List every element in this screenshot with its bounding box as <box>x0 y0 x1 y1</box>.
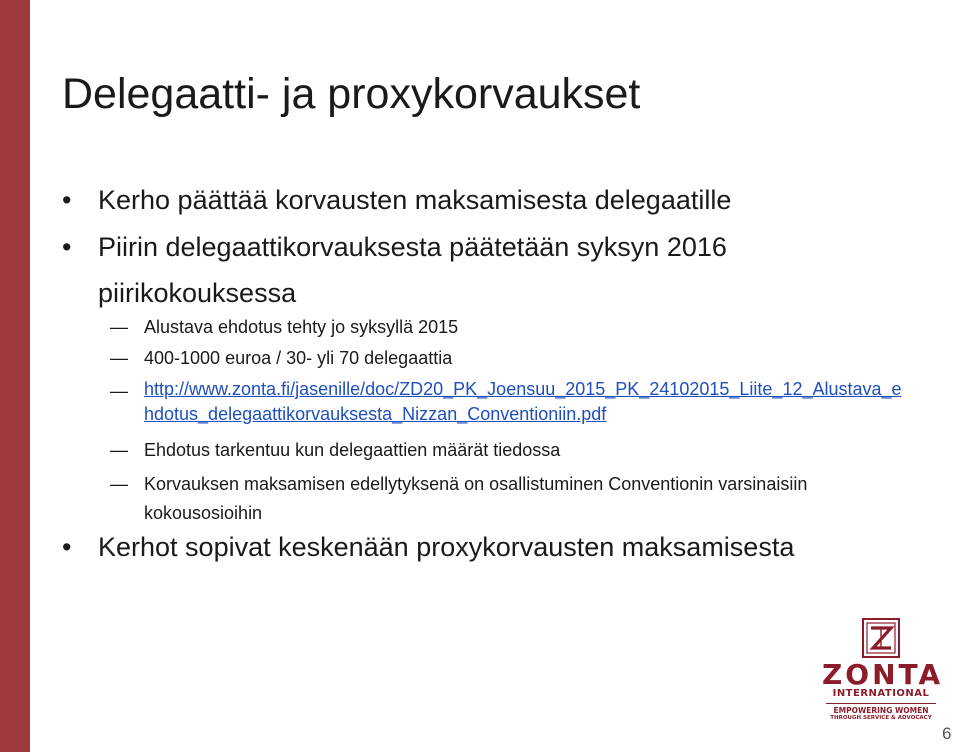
logo-name: ZONTA <box>822 658 944 691</box>
logo-divider <box>826 703 936 704</box>
sub-item <box>110 313 914 342</box>
sub-item <box>110 436 914 465</box>
logo-subtitle: INTERNATIONAL <box>832 688 930 699</box>
sub-item-text: Korvauksen maksamisen edellytyksenä on osallistuminen Conventionin varsinaisiin kokousosioihin <box>144 474 808 523</box>
dash-icon: — <box>110 381 128 401</box>
bullet-item <box>62 224 818 316</box>
sub-item <box>110 344 914 373</box>
bullet-dot-icon: • <box>62 532 72 562</box>
dash-icon: — <box>110 317 128 337</box>
zonta-emblem-icon <box>862 618 900 658</box>
sub-item <box>110 470 896 528</box>
bullet-text: Kerhot sopivat keskenään proxykorvausten maksamisesta <box>98 532 795 562</box>
page-number: 6 <box>942 724 952 743</box>
sub-item <box>110 377 906 427</box>
bullet-dot-icon: • <box>62 185 72 215</box>
bullet-item <box>62 177 898 223</box>
bullet-dot-icon: • <box>62 232 72 262</box>
bullet-text: Piirin delegaattikorvauksesta päätetään syksyn 2016 piirikokouksessa <box>98 232 727 308</box>
dash-icon: — <box>110 440 128 460</box>
bullet-text: Kerho päättää korvausten maksamisesta delegaatille <box>98 185 732 215</box>
document-link[interactable]: http://www.zonta.fi/jasenille/doc/ZD20_PK_Joensuu_2015_PK_24102015_Liite_12_Alustava_ehdotus_delegaattikorvauksesta_Nizzan_Conventioniin.pdf <box>144 379 902 424</box>
slide-title: Delegaatti- ja proxykorvaukset <box>62 70 641 118</box>
dash-icon: — <box>110 348 128 368</box>
bullet-item <box>62 524 898 570</box>
sub-item-text: 400-1000 euroa / 30- yli 70 delegaattia <box>144 348 453 368</box>
dash-icon: — <box>110 474 128 494</box>
logo-tagline-secondary: THROUGH SERVICE & ADVOCACY <box>830 715 932 721</box>
zonta-logo <box>822 618 942 722</box>
sub-item-text: Alustava ehdotus tehty jo syksyllä 2015 <box>144 317 459 337</box>
sub-item-text: Ehdotus tarkentuu kun delegaattien määrät tiedossa <box>144 440 561 460</box>
logo-tagline: EMPOWERING WOMEN <box>833 706 929 715</box>
side-accent-bar <box>0 0 30 752</box>
